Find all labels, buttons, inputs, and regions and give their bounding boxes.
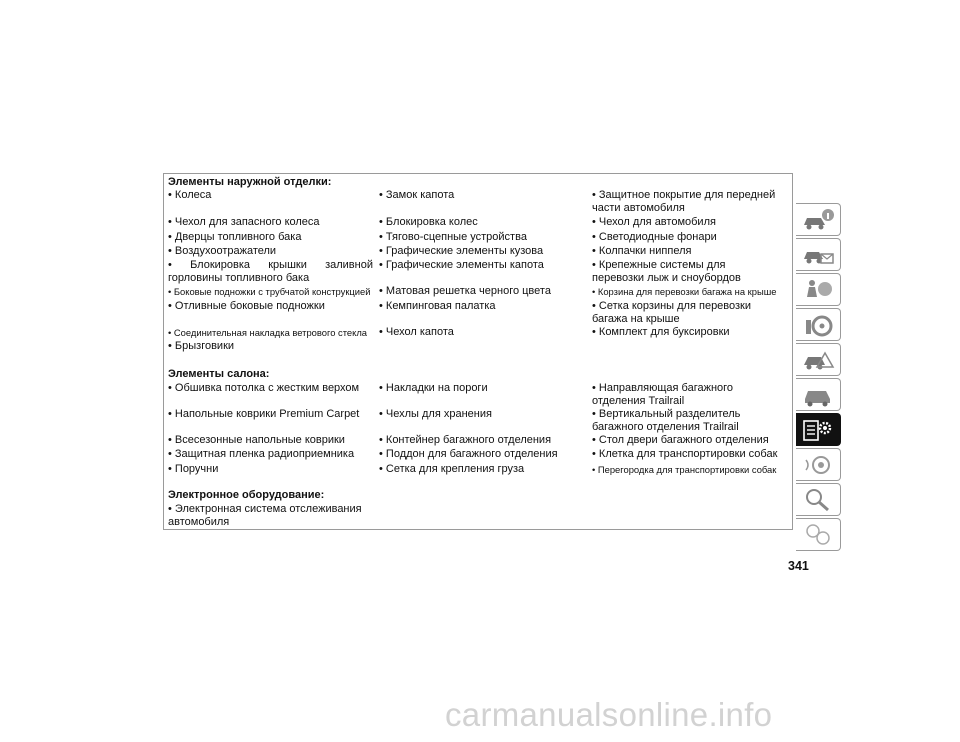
list-item: • Чехлы для хранения — [379, 408, 492, 420]
tab-emergency[interactable] — [796, 343, 841, 376]
list-item: • Брызговики — [168, 340, 235, 352]
list-item: • Воздухоотражатели — [168, 245, 277, 257]
list-item: • Защитная пленка радиоприемника — [168, 448, 355, 460]
list-item: • Графические элементы капота — [379, 259, 544, 271]
warning-lights-icon — [801, 242, 835, 268]
list-item: • Всесезонные напольные коврики — [168, 434, 345, 446]
tab-safety[interactable] — [796, 273, 841, 306]
page-number: 341 — [788, 559, 809, 573]
list-item: • Обшивка потолка с жестким верхом — [168, 382, 360, 394]
list-item: • Клетка для транспортировки собак — [592, 448, 778, 460]
multimedia-icon — [801, 452, 835, 478]
list-item: • Комплект для буксировки — [592, 326, 730, 338]
specifications-gear-icon — [801, 417, 835, 443]
list-item: • Замок капота — [379, 189, 455, 201]
list-item: • Тягово-сцепные устройства — [379, 231, 527, 243]
watermark: carmanualsonline.info — [445, 696, 773, 733]
list-item: • Блокировка колес — [379, 216, 478, 228]
electronics-heading: Электронное оборудование: — [168, 489, 325, 501]
list-item: • Контейнер багажного отделения — [379, 434, 552, 446]
list-item: • Матовая решетка черного цвета — [379, 285, 551, 297]
list-item: • Дверцы топливного бака — [168, 231, 302, 243]
list-item: • Кемпинговая палатка — [379, 300, 496, 312]
list-item: • Колпачки ниппеля — [592, 245, 692, 257]
list-item: • Отливные боковые подножки — [168, 300, 325, 312]
car-crash-icon — [801, 347, 835, 373]
list-item: • Колеса — [168, 189, 212, 201]
list-item: • Боковые подножки с трубчатой конструкцией — [168, 286, 371, 297]
search-index-icon — [801, 487, 835, 513]
list-item: • Поручни — [168, 463, 219, 475]
list-item: • Напольные коврики Premium Carpet — [168, 408, 360, 420]
list-item: • Сетка корзины для перевозки багажа на крыше — [592, 300, 752, 325]
list-item: • Чехол капота — [379, 326, 454, 338]
list-item: • Корзина для перевозки багажа на крыше — [592, 286, 777, 297]
language-icon — [801, 522, 835, 548]
tab-warning-lights[interactable] — [796, 238, 841, 271]
steering-wheel-icon — [801, 312, 835, 338]
list-item: • Светодиодные фонари — [592, 231, 717, 243]
tab-servicing[interactable] — [796, 378, 841, 411]
tab-multimedia[interactable] — [796, 448, 841, 481]
exterior-heading: Элементы наружной отделки: — [168, 176, 332, 188]
list-item: • Электронная система отслеживания автомобиля — [168, 503, 362, 528]
tab-car-info[interactable] — [796, 203, 841, 236]
list-item: • Защитное покрытие для передней части автомобиля — [592, 189, 776, 214]
tab-specifications[interactable] — [796, 413, 841, 446]
tab-language[interactable] — [796, 518, 841, 551]
list-item: • Графические элементы кузова — [379, 245, 544, 257]
list-item: • Направляющая багажного отделения Trailrail — [592, 382, 734, 407]
list-item: • Перегородка для транспортировки собак — [592, 464, 777, 475]
list-item: • Сетка для крепления груза — [379, 463, 525, 475]
accessories-table — [163, 173, 793, 530]
list-item: • Соединительная накладка ветрового стекла — [168, 327, 367, 338]
car-info-icon — [801, 207, 835, 233]
list-item: • Накладки на пороги — [379, 382, 488, 394]
list-item: • Стол двери багажного отделения — [592, 434, 769, 446]
car-service-icon — [801, 382, 835, 408]
list-item: • Чехол для автомобиля — [592, 216, 716, 228]
interior-heading: Элементы салона: — [168, 368, 270, 380]
list-item: • Поддон для багажного отделения — [379, 448, 558, 460]
list-item: • Вертикальный разделитель багажного отделения Trailrail — [592, 408, 741, 433]
list-item: • Крепежные системы для перевозки лыж и сноубордов — [592, 259, 741, 284]
airbag-safety-icon — [801, 277, 835, 303]
list-item: • Блокировка крышки заливной горловины топливного бака — [168, 259, 373, 284]
list-item: • Чехол для запасного колеса — [168, 216, 320, 228]
tab-starting-operating[interactable] — [796, 308, 841, 341]
tab-index[interactable] — [796, 483, 841, 516]
